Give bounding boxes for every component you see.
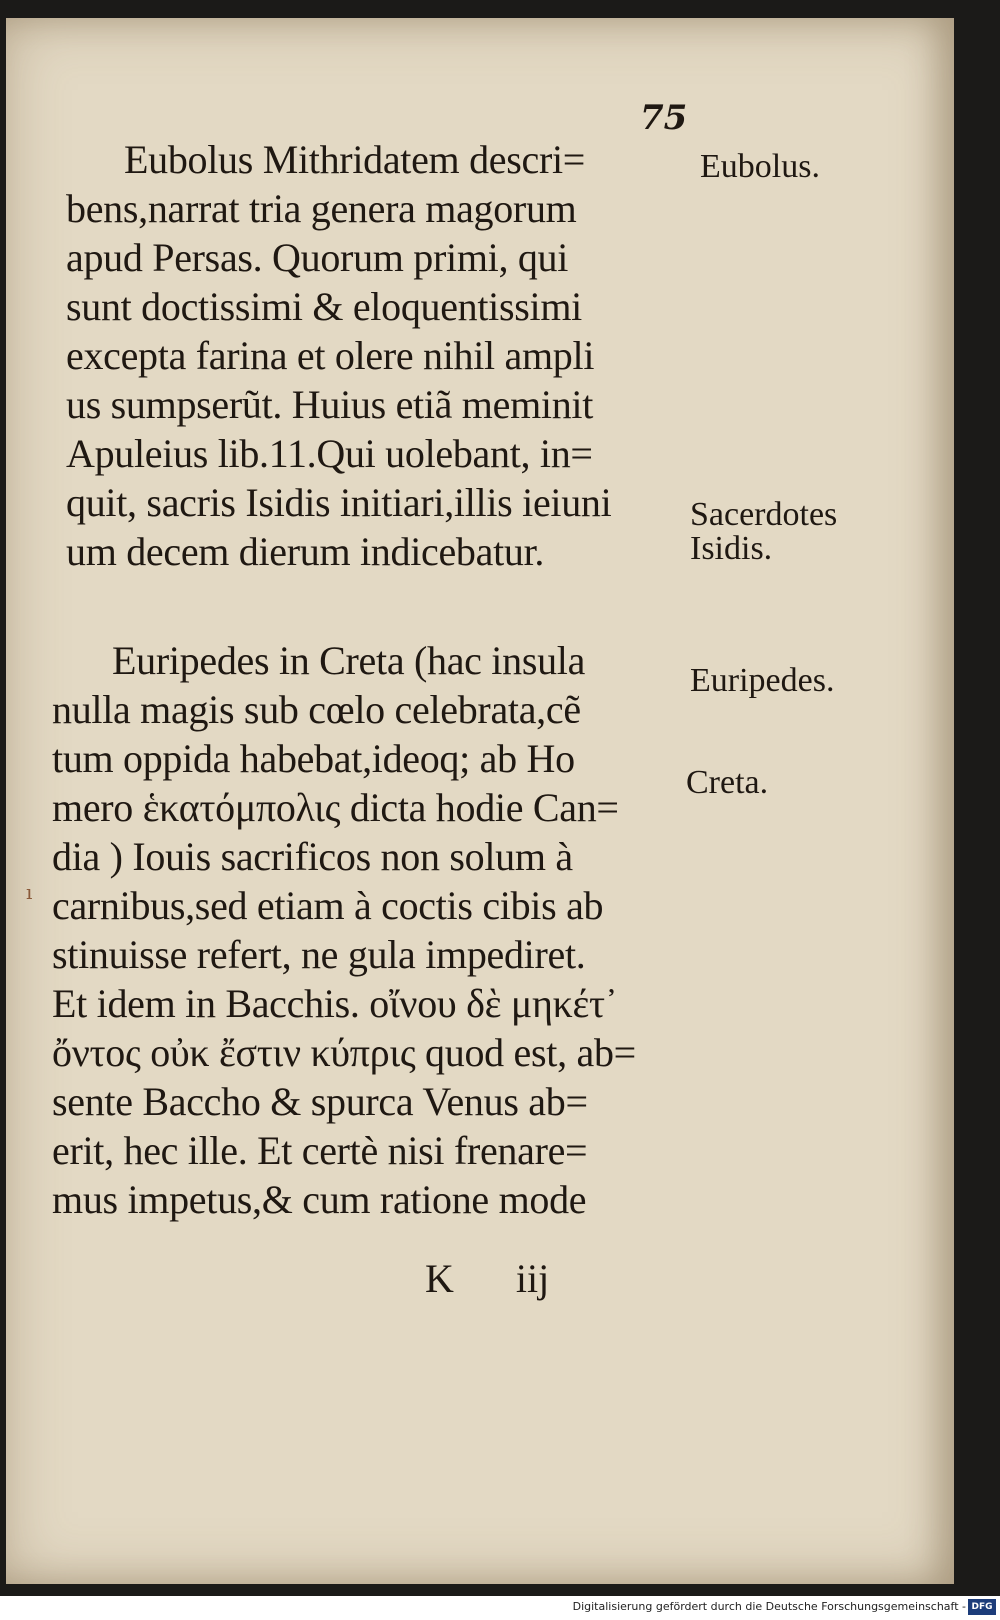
text-line: dia ) Iouis sacrificos non solum à (52, 834, 573, 879)
marginal-note-creta: Creta. (686, 764, 769, 801)
signature-mark (425, 1255, 549, 1302)
text-line: Et idem in Bacchis. οἴνου δὲ μηκέτ᾽ (52, 981, 618, 1026)
text-line: Apuleius lib.11.Qui uolebant, in= (66, 431, 593, 476)
signature-letter: K (425, 1256, 454, 1301)
paragraph-eubolus (66, 135, 611, 576)
text-line: erit, hec ille. Et certè nisi frenare= (52, 1128, 588, 1173)
text-line: sente Baccho & spurca Venus ab= (52, 1079, 588, 1124)
marginal-note-line: Sacerdotes (690, 496, 838, 533)
text-line: excepta farina et olere nihil ampli (66, 333, 595, 378)
dfg-logo: DFG (968, 1599, 996, 1615)
page-number: 75 (640, 98, 688, 138)
marginal-note-sacerdotes (690, 498, 837, 566)
footer-credit: Digitalisierung gefördert durch die Deutsche Forschungsgemeinschaft - (572, 1600, 966, 1613)
text-line: Euripedes in Creta (hac insula (112, 638, 586, 683)
text-line: us sumpserũt. Huius etiã meminit (66, 382, 594, 427)
text-line: ὄντος οὐκ ἔστιν κύπρις quod est, ab= (52, 1030, 636, 1075)
text-line: bens,narrat tria genera magorum (66, 186, 577, 231)
marginal-note-line: Isidis. (690, 530, 773, 567)
text-line: quit, sacris Isidis initiari,illis ieiuni (66, 480, 612, 525)
signature-numeral: iij (515, 1256, 550, 1301)
text-line: nulla magis sub cœlo celebrata,cẽ (52, 687, 581, 732)
marginal-note-eubolus: Eubolus. (700, 148, 820, 185)
text-line: stinuisse refert, ne gula impediret. (52, 932, 586, 977)
text-line: Eubolus Mithridatem descri= (124, 137, 586, 182)
text-line: apud Persas. Quorum primi, qui (66, 235, 569, 280)
text-line: mus impetus,& cum ratione mode (52, 1177, 587, 1222)
text-line: tum oppida habebat,ideoq; ab Ho (52, 736, 575, 781)
paragraph-euripedes (52, 636, 636, 1224)
text-line: mero ἑκατόμπολις dicta hodie Can= (52, 785, 619, 830)
text-line: um decem dierum indicebatur. (66, 529, 545, 574)
marginal-note-euripedes: Euripedes. (690, 662, 835, 699)
text-line: carnibus,sed etiam à coctis cibis ab (52, 883, 604, 928)
margin-ink-mark: ı (26, 880, 33, 904)
text-line: sunt doctissimi & eloquentissimi (66, 284, 582, 329)
